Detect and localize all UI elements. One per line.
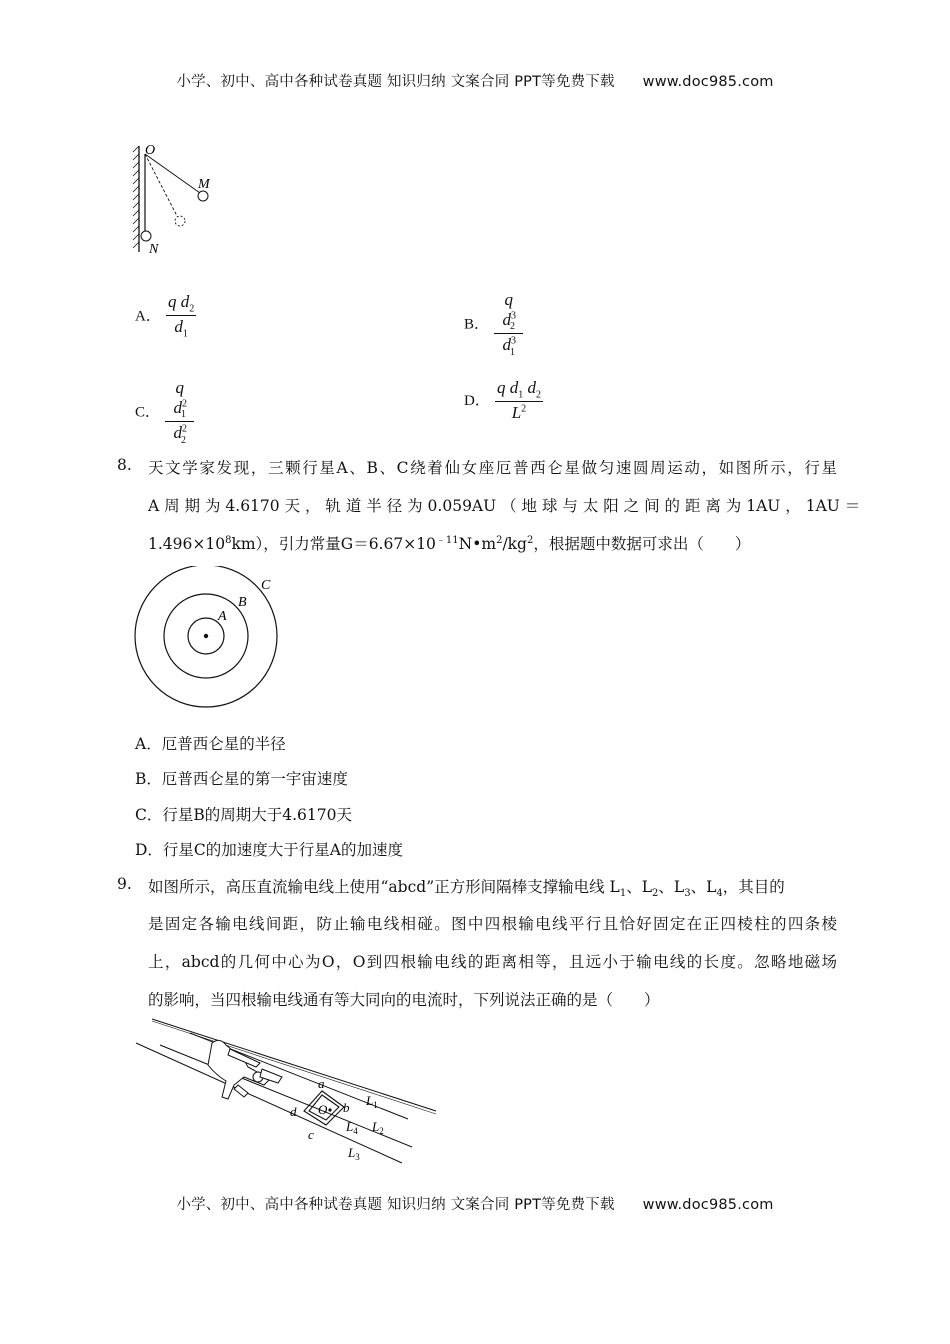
q9-line-2: 是固定各输电线间距，防止输电线相碰。图中四根输电线平行且恰好固定在正四棱柱的四条棱 [148,915,837,933]
q7-option-a[interactable]: A． $\frac{q d_2}{d_1}$ [135,292,195,340]
q7-option-b[interactable]: B． $\frac{q d^3_2}{d^3_1}$ [464,290,523,358]
dashed-ball [175,216,185,226]
label-a: a [318,1076,325,1091]
dashed-string [145,154,177,216]
svg-text:L4: $L_4$ [346,1119,358,1136]
label-d: d [290,1104,297,1119]
wires [136,1019,436,1163]
label-b: b [343,1100,350,1115]
q7-option-c[interactable]: C． $\frac{q d^2_1}{d^2_2}$ [135,378,194,446]
q7-option-d[interactable]: D． $\frac{q d_1 d_2}{L^2}$ [464,378,541,423]
q8-option-b[interactable]: B．厄普西仑星的第一宇宙速度 [135,770,348,788]
q9-number: 9. [117,875,132,893]
pendulum-figure [125,140,225,260]
svg-text:L1: $L_1$ [366,1093,378,1110]
page-header [0,70,950,91]
q8-line-2: A 周 期 为 4.6170 天 ， 轨 道 半 径 为 0.059AU （ 地 球 与 太 阳 之 间 的 距 离 为 1AU ， 1AU ＝ [148,497,861,515]
wall-hatch [133,146,139,248]
formula-b: $\frac{q d^3_2}{d^3_1}$ [494,290,523,358]
label-c: c [308,1127,314,1142]
ball-n [141,231,151,241]
q9-line-4: 的影响，当四根输电线通有等大同向的电流时，下列说法正确的是（ ） [148,991,660,1009]
q9-line-3: 上，abcd的几何中心为O，O到四根输电线的距离相等，且远小于输电线的长度。忽略地磁场 [148,953,837,971]
center-dot [328,1108,331,1111]
header-text: 小学、初中、高中各种试卷真题 知识归纳 文案合同 PPT等免费下载 [176,74,615,90]
footer-url[interactable]: www.doc985.com [642,1197,774,1213]
string-om [145,154,200,193]
central-star [204,634,208,638]
svg-text:L2: $L_2$ [372,1119,384,1136]
label-n: N [149,242,159,257]
svg-text:L3: $L_3$ [348,1145,360,1162]
q9-line-1: 如图所示，高压直流输电线上使用“abcd”正方形间隔棒支撑输电线 $L_1$、$L_2$、$L_3$、$L_4$，其目的 [148,878,785,900]
q8-option-d[interactable]: D．行星C的加速度大于行星A的加速度 [135,841,403,859]
label-orbit-c: C [261,578,271,593]
label-orbit-b: B [238,595,247,610]
label-o: O [145,143,156,158]
q8-option-c[interactable]: C．行星B的周期大于4.6170天 [135,806,352,824]
orbit-figure [130,566,290,716]
formula-a: $\frac{q d_2}{d_1}$ [167,292,195,340]
q8-line-1: 天文学家发现，三颗行星A、B、C绕着仙女座厄普西仑星做匀速圆周运动，如图所示，行星 [148,459,837,477]
q8-option-a[interactable]: A．厄普西仑星的半径 [135,735,286,753]
formula-d: $\frac{q d_1 d_2}{L^2}$ [496,378,541,423]
footer-text: 小学、初中、高中各种试卷真题 知识归纳 文案合同 PPT等免费下载 [176,1197,615,1213]
powerline-figure [130,1015,450,1170]
q8-line-3: $1.496\times 10^8km$），引力常量$G=6.67\times 10^{﹣11}N•m^2/kg^2$，根据题中数据可求出（ ） [148,535,751,554]
q8-number: 8. [117,456,132,474]
page-footer [0,1193,950,1214]
label-center-o: O [318,1102,328,1117]
label-m: M [198,177,210,192]
formula-c: $\frac{q d^2_1}{d^2_2}$ [165,378,194,446]
header-url[interactable]: www.doc985.com [642,74,774,90]
ball-m [198,191,208,201]
label-orbit-a: A [218,609,227,624]
